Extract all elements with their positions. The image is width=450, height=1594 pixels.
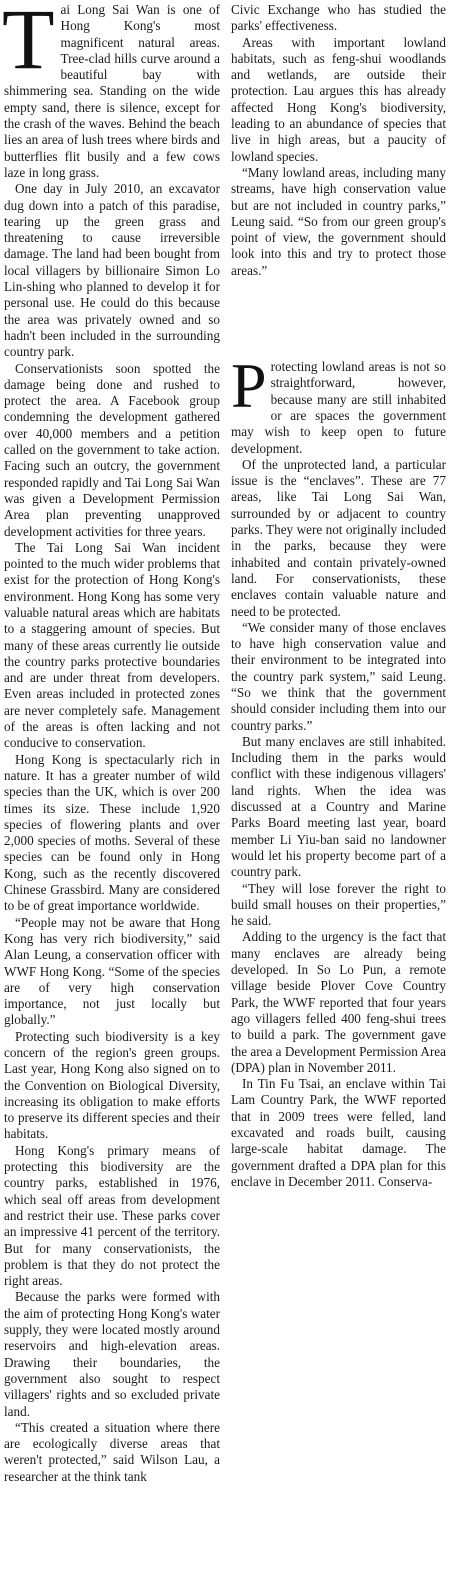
paragraph: Of the unprotected land, a particular issue is the “enclaves”. These are 77 areas, like Tai Long Sai Wan, surrounded by or adjacent to country parks. They were not originally included in the parks, because they were inhabited and contain privately-owned land. For conservationists, these enclaves contain valuable nature and need to be protected. [231, 456, 446, 619]
dropcap: P [231, 350, 267, 422]
paragraph: “This created a situation where there are ecologically diverse areas that weren't protected,” said Wilson Lau, a researcher at the think tank [4, 1419, 220, 1484]
dropcap: T [2, 0, 55, 87]
paragraph: Protecting such biodiversity is a key concern of the region's green groups. Last year, Hong Kong also signed on to the Convention on Biological Diversity, increasing its obligation to make efforts to preserve its different species and their habitats. [4, 1028, 220, 1142]
paragraph: Hong Kong's primary means of protecting this biodiversity are the country parks, established in 1976, which seal off areas from development and restrict their use. These parks cover an impressive 41 percent of the territory. But for many conservationists, the problem is that they do not protect the right areas. [4, 1142, 220, 1289]
paragraph: “They will lose forever the right to build small houses on their properties,” he said. [231, 880, 446, 929]
paragraph: Adding to the urgency is the fact that many enclaves are already being developed. In So Lo Pun, a remote village beside Plover Cove Country Park, the WWF reported that four years ago villagers felled 400 feng-shui trees to build a park. The government gave the area a Development Permission Area (DPA) plan in November 2011. [231, 929, 446, 1075]
paragraph: Protecting lowland areas is not so straightforward, however, because many are still inhabited or are spaces the government may wish to keep open to future development. [231, 350, 446, 456]
paragraph: In Tin Fu Tsai, an enclave within Tai Lam Country Park, the WWF reported that in 2009 trees were felled, land excavated and roads built, causing large-scale habitat damage. The government drafted a DPA plan for this enclave in December 2011. Conserva- [231, 1076, 446, 1189]
paragraph: “People may not be aware that Hong Kong has very rich biodiversity,” said Alan Leung, a conservation officer with WWF Hong Kong. “Some of the species are of very high conservation importance, not just locally but globally.” [4, 914, 220, 1028]
paragraph: Because the parks were formed with the aim of protecting Hong Kong's water supply, they were located mostly around reservoirs and high-elevation areas. Drawing their boundaries, the government also sought to respect villagers' rights and so excluded private land. [4, 1289, 220, 1419]
paragraph: Civic Exchange who has studied the parks' effectiveness. [231, 2, 446, 34]
paragraph: Areas with important lowland habitats, such as feng-shui woodlands and wetlands, are outside their protection. Lau argues this has already affected Hong Kong's biodiversity, leading to an abundance of species that live in high areas, but a paucity of lowland species. [231, 34, 446, 164]
paragraph: One day in July 2010, an excavator dug down into a patch of this paradise, tearing up the green grass and threatening to cause irreversible damage. The land had been bought from local villagers by billionaire Simon Lo Lin-shing who planned to develop it for personal use. He could do this because the area was privately owned and so hadn't been included in the surrounding country park. [4, 181, 220, 360]
left-column [4, 2, 220, 1485]
paragraph: The Tai Long Sai Wan incident pointed to the much wider problems that exist for the protection of Hong Kong's environment. Hong Kong has some very valuable natural areas which are habitats to a staggering amount of species. But many of these areas currently lie outside the country parks protective boundaries and are under threat from developers. Even areas included in protected zones are never completely safe. Management of the areas is often lacking and not conducive to conservation. [4, 539, 220, 751]
paragraph: Conservationists soon spotted the damage being done and rushed to protect the area. A Facebook group condemning the development gathered over 40,000 members and a petition called on the government to take action. Facing such an outcry, the government responded rapidly and Tai Long Sai Wan was given a Development Permission Area plan preventing unapproved development activities for three years. [4, 360, 220, 539]
paragraph: But many enclaves are still inhabited. Including them in the parks would conflict with these indigenous villagers' land rights. When the idea was discussed at a Country and Marine Parks Board meeting last year, board member Li Yiu-ban said no landowner would let his property become part of a country park. [231, 733, 446, 880]
paragraph: Hong Kong is spectacularly rich in nature. It has a greater number of wild species than the UK, which is over 200 times its size. These include 1,920 species of flowering plants and over 2,000 species of moths. Several of these species can be found only in Hong Kong, such as the recently discovered Chinese Grassbird. Many are considered to be of great importance worldwide. [4, 751, 220, 914]
section-spacer [231, 279, 446, 359]
paragraph: Tai Long Sai Wan is one of Hong Kong's most magnificent natural areas. Tree-clad hills curve around a beautiful bay with shimmering sea. Standing on the wide empty sand, there is silence, except for the crash of the waves. Behind the beach lies an area of lush trees where birds and butterflies flit busily and a few cows laze in long grass. [2, 0, 220, 180]
paragraph: “Many lowland areas, including many streams, have high conservation value but are not included in country parks,” Leung said. “So from our green group's point of view, the government should look into this and try to protect those areas.” [231, 164, 446, 278]
right-column [231, 2, 446, 1190]
paragraph: “We consider many of those enclaves to have high conservation value and their environment to be integrated into the country park system,” said Leung. “So we think that the government should consider including them into our country parks.” [231, 619, 446, 733]
